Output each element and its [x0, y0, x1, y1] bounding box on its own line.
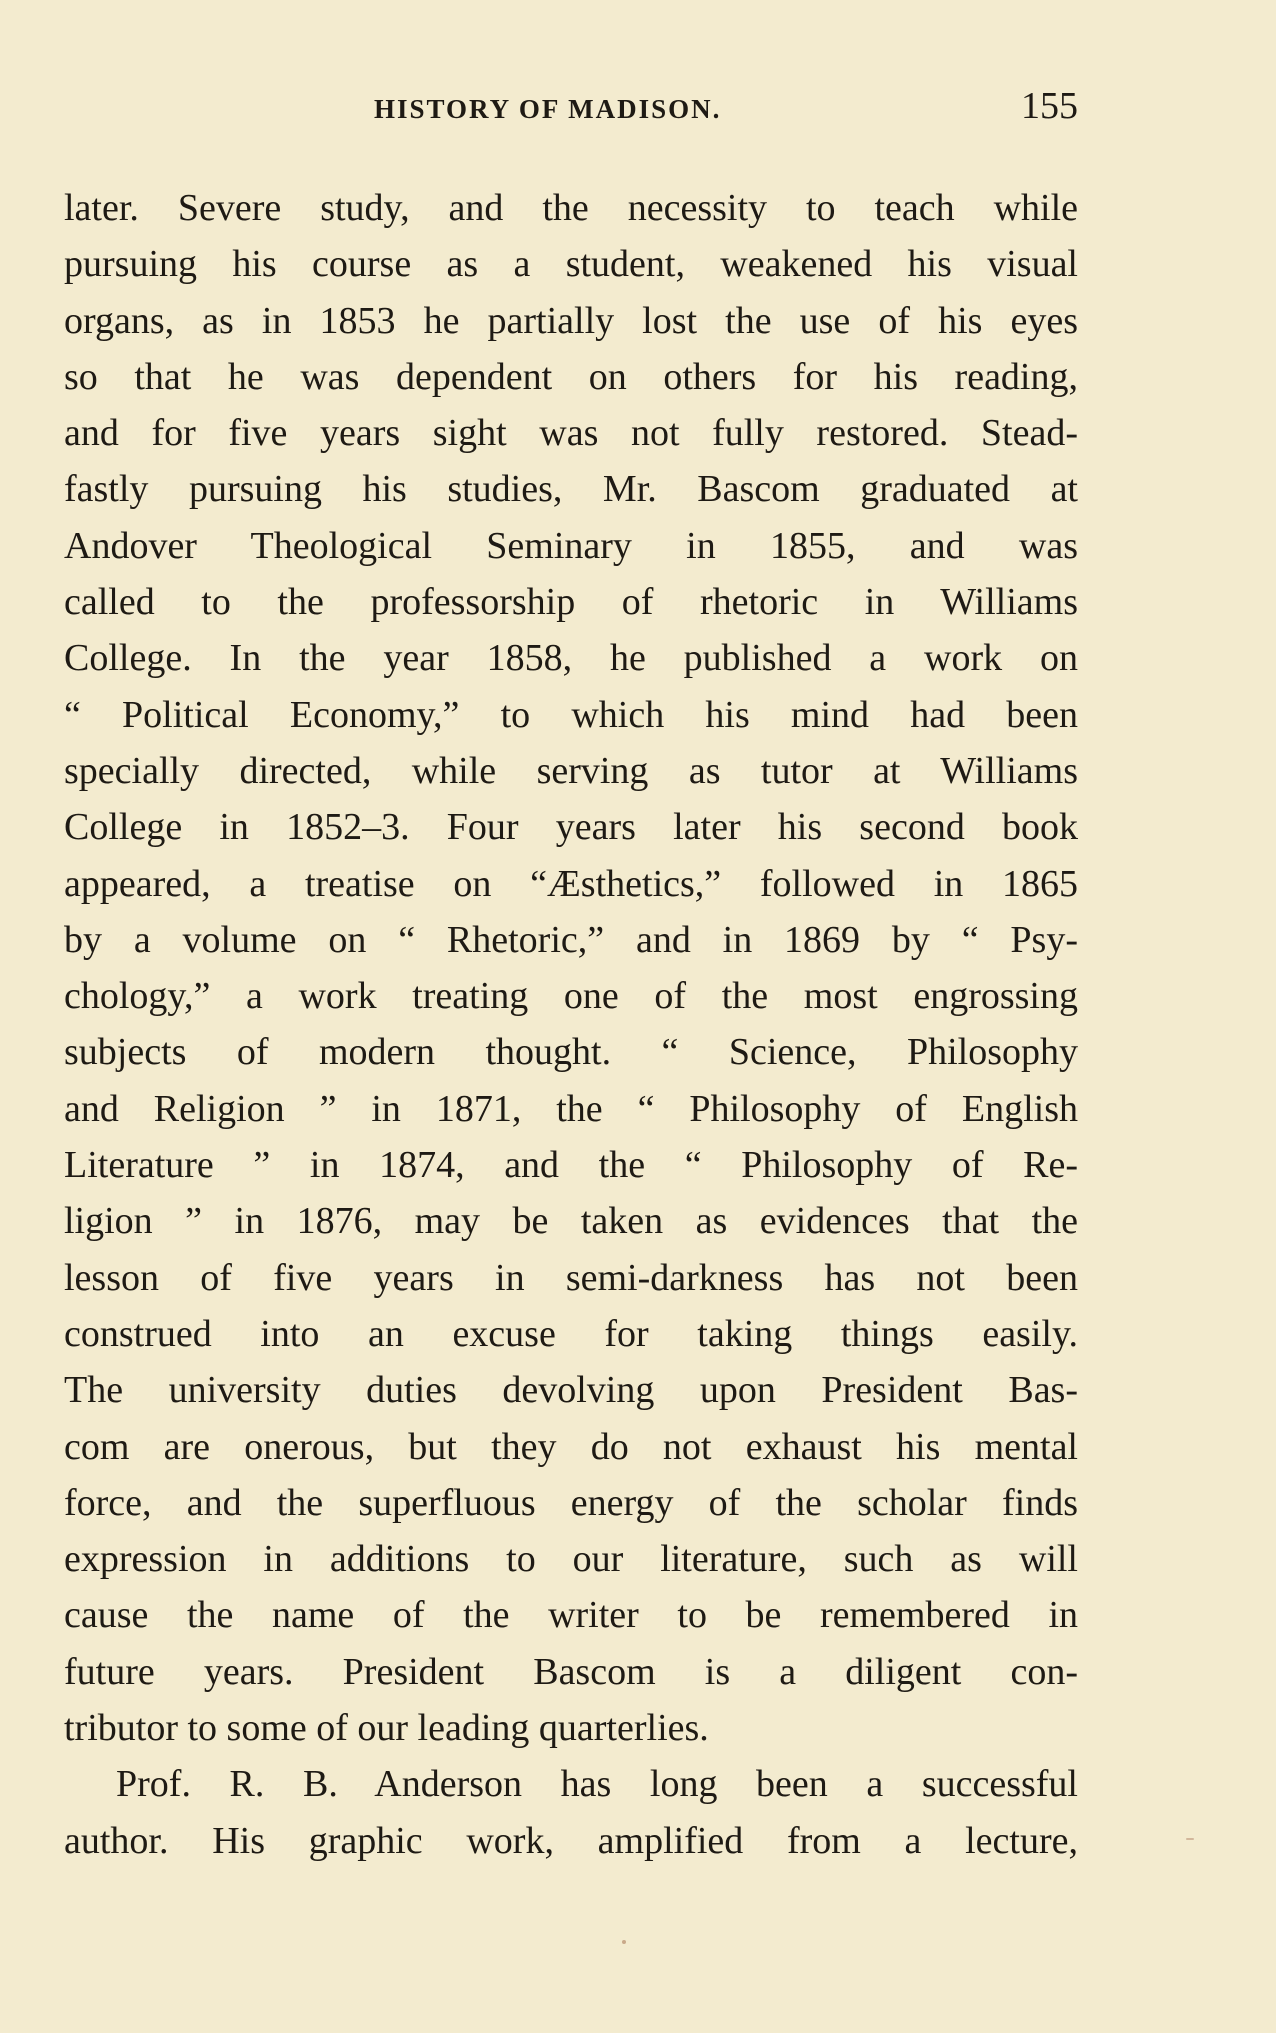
text-line: and for five years sight was not fully restored. Stead-: [64, 412, 1078, 455]
text-line: tributor to some of our leading quarterlies.: [64, 1707, 709, 1750]
paper-speck: [1186, 1838, 1194, 1840]
text-line: by a volume on “ Rhetoric,” and in 1869 by “ Psy-: [64, 918, 1078, 961]
text-line: future years. President Bascom is a diligent con-: [64, 1650, 1078, 1693]
paper-speck: [622, 1940, 626, 1944]
text-line: pursuing his course as a student, weakened his visual: [64, 243, 1078, 286]
text-line: specially directed, while serving as tutor at Williams: [64, 749, 1078, 792]
text-line: chology,” a work treating one of the most engrossing: [64, 975, 1078, 1018]
text-line: Andover Theological Seminary in 1855, and was: [64, 524, 1078, 567]
text-line: and Religion ” in 1871, the “ Philosophy of English: [64, 1087, 1078, 1130]
body-text: [64, 180, 1078, 1869]
text-line: later. Severe study, and the necessity to teach while: [64, 187, 1078, 229]
text-line: College. In the year 1858, he published a work on: [64, 637, 1078, 680]
running-head: [64, 84, 1078, 134]
text-line: ligion ” in 1876, may be taken as evidences that the: [64, 1200, 1078, 1243]
text-line: construed into an excuse for taking things easily.: [64, 1312, 1078, 1355]
text-line: force, and the superfluous energy of the scholar finds: [64, 1481, 1078, 1524]
text-line: subjects of modern thought. “ Science, Philosophy: [64, 1031, 1078, 1074]
text-line: appeared, a treatise on “Æsthetics,” followed in 1865: [64, 862, 1078, 905]
text-line: called to the professorship of rhetoric in Williams: [64, 581, 1078, 624]
running-title: HISTORY OF MADISON.: [374, 94, 722, 124]
text-line: The university duties devolving upon President Bas-: [64, 1369, 1078, 1412]
page-number: 155: [1021, 85, 1078, 127]
text-line: com are onerous, but they do not exhaust his mental: [64, 1425, 1078, 1468]
text-line: author. His graphic work, amplified from a lecture,: [64, 1819, 1078, 1862]
text-line: Literature ” in 1874, and the “ Philosophy of Re-: [64, 1144, 1078, 1187]
text-line: College in 1852–3. Four years later his second book: [64, 806, 1078, 849]
text-line: Prof. R. B. Anderson has long been a successful: [116, 1763, 1078, 1806]
text-line: lesson of five years in semi-darkness has not been: [64, 1256, 1078, 1299]
text-line: cause the name of the writer to be remembered in: [64, 1594, 1078, 1637]
text-line: organs, as in 1853 he partially lost the use of his eyes: [64, 299, 1078, 342]
text-line: expression in additions to our literature, such as will: [64, 1538, 1078, 1581]
text-line: “ Political Economy,” to which his mind had been: [64, 693, 1078, 736]
text-line: so that he was dependent on others for his reading,: [64, 355, 1078, 398]
text-line: fastly pursuing his studies, Mr. Bascom graduated at: [64, 468, 1078, 511]
